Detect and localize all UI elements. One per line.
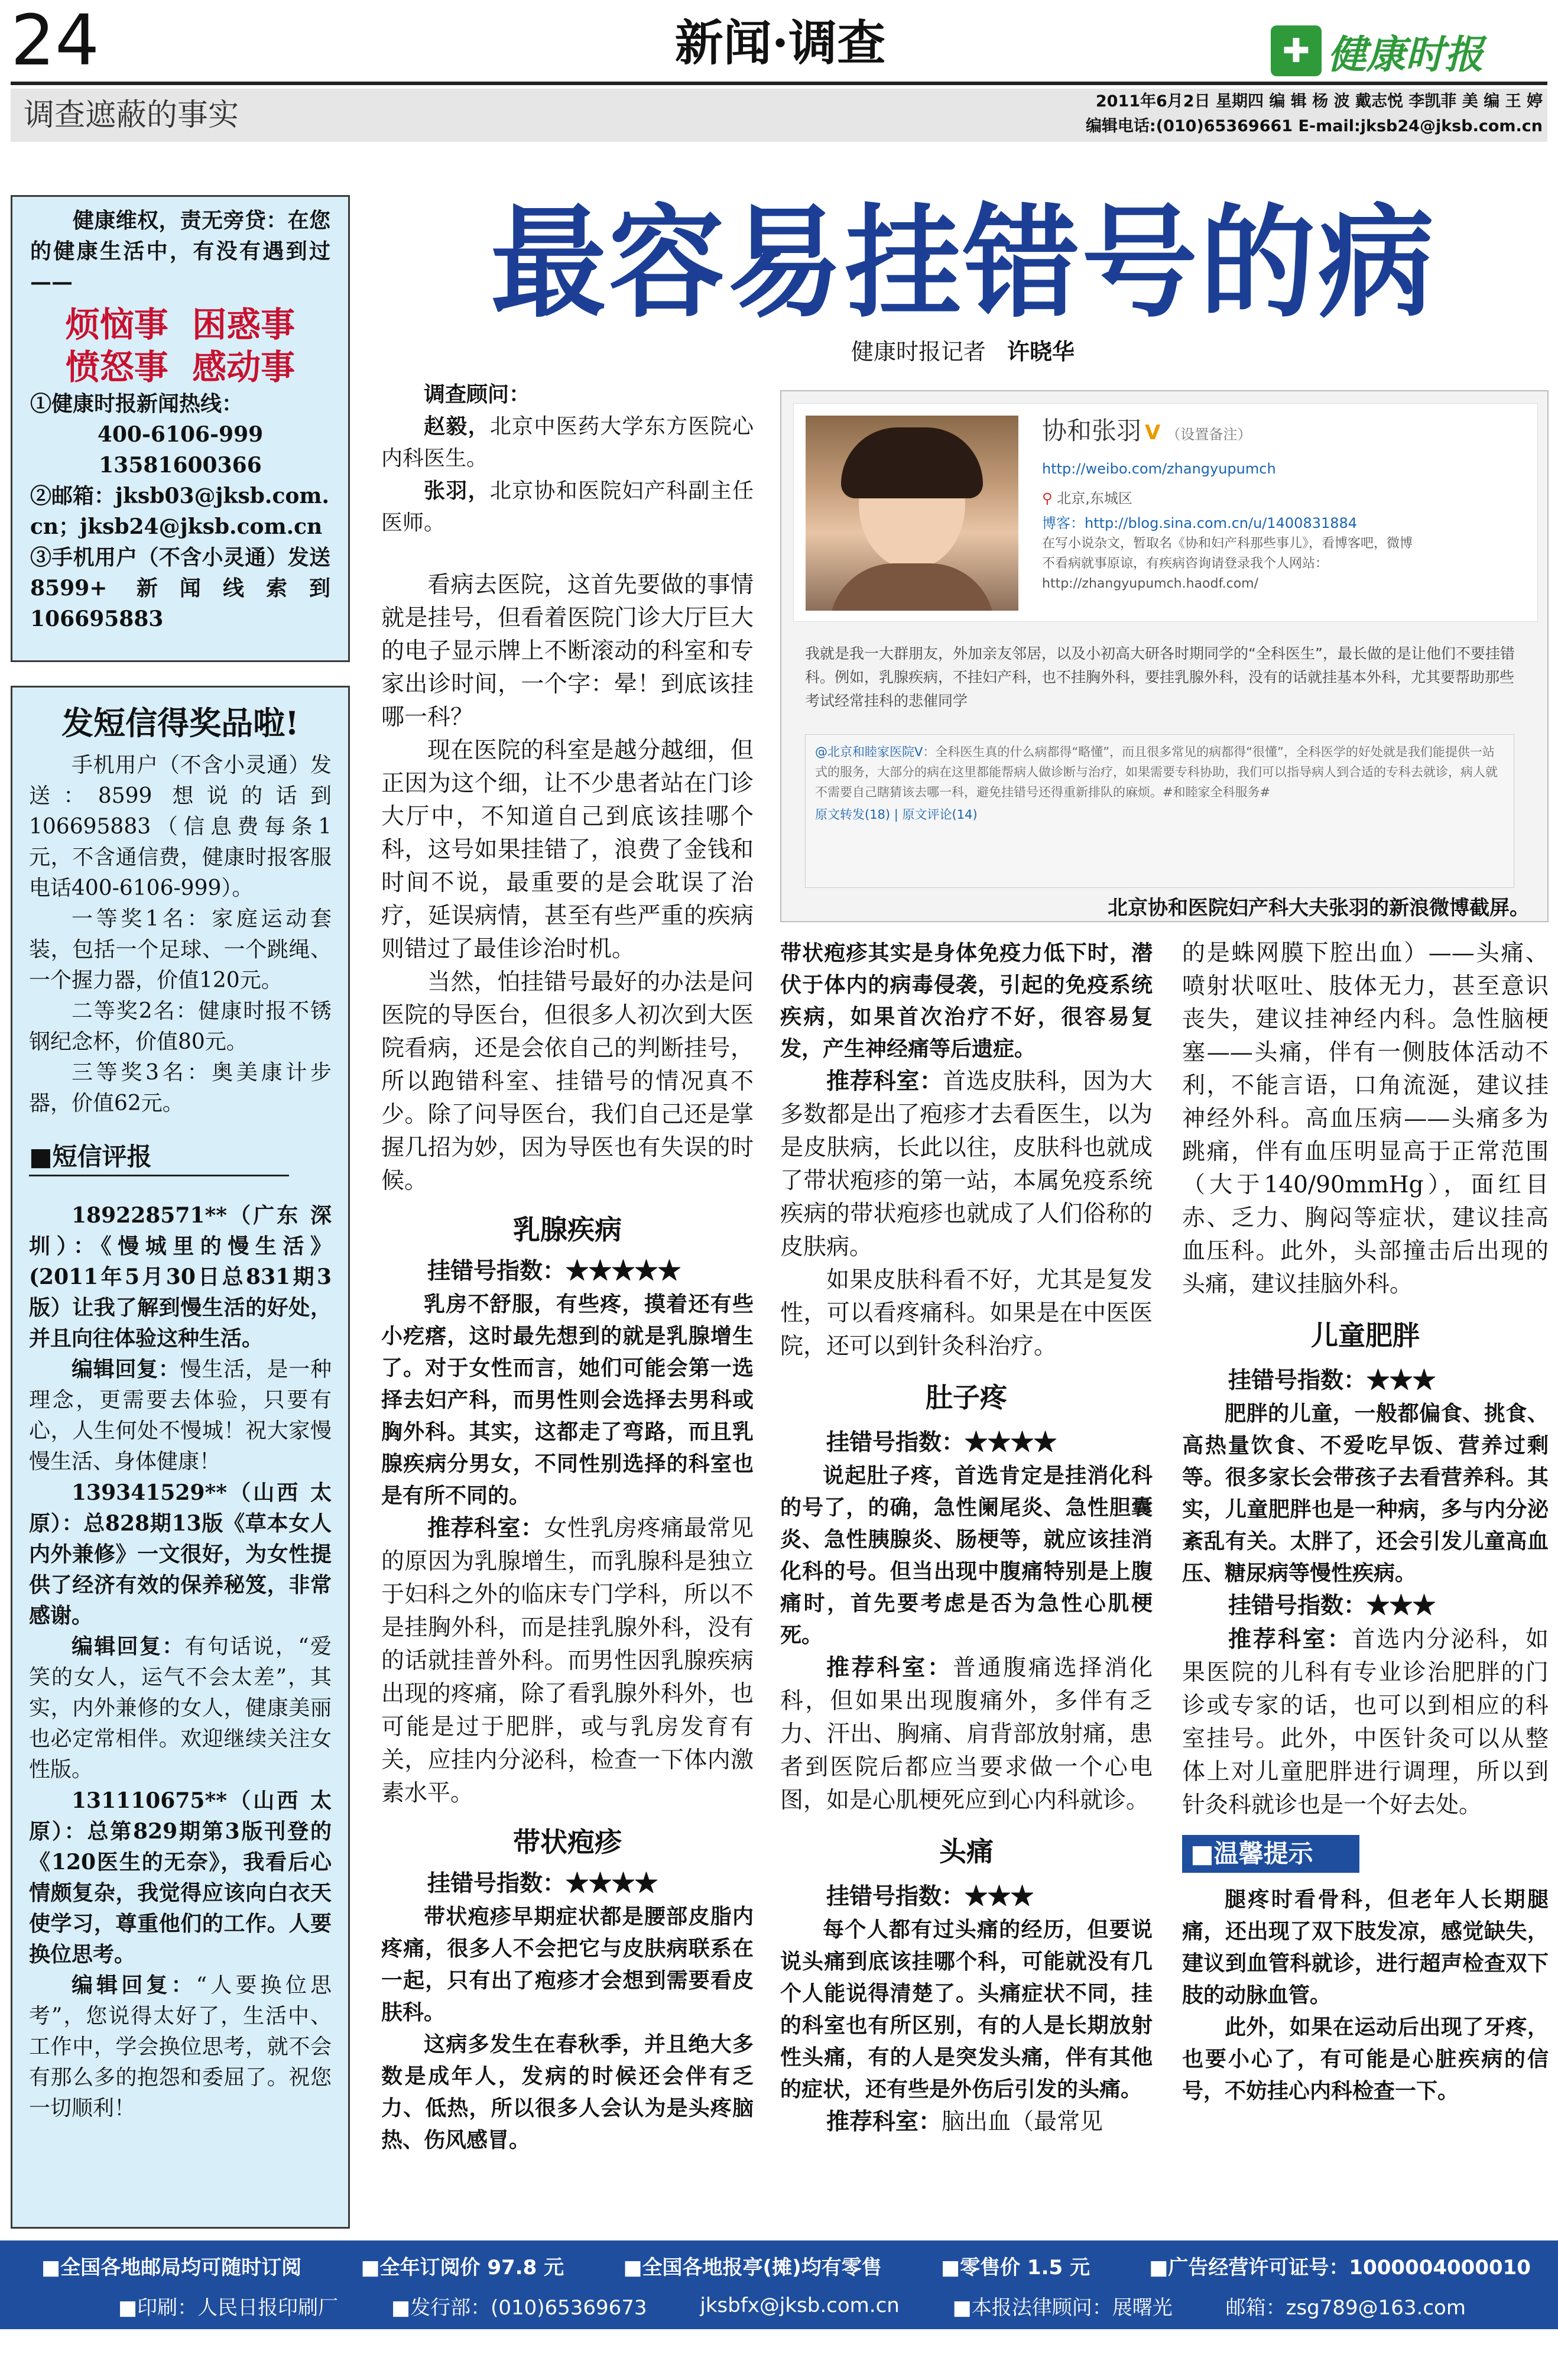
intro-paragraph: 当然，怕挂错号最好的办法是问医院的导医台，但很多人初次到大医院看病，还是会依自己的判断挂号，所以跑错科室、挂错号的情况真不少。除了问导医台，我们自己还是掌握几招为妙，因为导医也有失误的时候。 <box>381 969 754 1194</box>
repost-user[interactable]: @北京和睦家医院V <box>815 745 923 759</box>
weibo-location: ⚲ 北京,东城区 <box>1042 490 1132 507</box>
column-label: 调查遮蔽的事实 <box>24 98 239 133</box>
review-lead: 189228571**（广东 深圳）：《慢城里的慢生活》(2011年5月30日总831期3版）让我了解到慢生活的好处，并且向往体验这种生活。 <box>29 1203 332 1351</box>
footer-legal-email[interactable]: 邮箱：zsg789@163.com <box>1225 2295 1466 2320</box>
advisor-desc: 北京中医药大学东方医院心内科医生。 <box>381 414 754 471</box>
star-rating: ★★★★ <box>566 1870 658 1897</box>
rec-label: 推荐科室： <box>826 1654 953 1681</box>
article-column-2 <box>780 937 1153 2226</box>
byline <box>851 337 1075 367</box>
weibo-name: 协和张羽 <box>1042 416 1142 445</box>
index-label: 挂错号指数： <box>826 1429 965 1456</box>
section-heading-obesity: 儿童肥胖 <box>1311 1319 1420 1351</box>
headache-index <box>780 1880 1153 1914</box>
belly-body: 说起肚子疼，首选肯定是挂消化科的号了，的确，急性阑尾炎、急性胆囊炎、急性胰腺炎、肠梗等，就应该挂消化科的号。但当出现中腹痛特别是上腹痛时，首先要考虑是否为急性心肌梗死。 <box>780 1463 1153 1648</box>
star-rating: ★★★★ <box>965 1429 1057 1456</box>
review-lead: 139341529**（山西 太原）：总828期13版《草本女人内外兼修》一文很好，为女性提供了经济有效的保养秘笈，非常感谢。 <box>29 1480 332 1628</box>
obesity-index-2 <box>1182 1589 1549 1623</box>
footer-distribution: ■发行部：(010)65369673 <box>391 2295 647 2320</box>
weibo-blog[interactable]: 博客：http://blog.sina.com.cn/u/1400831884 <box>1042 515 1358 531</box>
headache-recommend-cont: 的是蛛网膜下腔出血）——头痛、喷射状呕吐、肢体无力，甚至意识丧失，建议挂神经内科。急性脑梗塞——头痛，伴有一侧肢体活动不利，不能言语，口角流涎，建议挂神经外科。高血压病——头痛多为跳痛，伴有血压明显高于正常范围（大于140/90mmHg），面红目赤、乏力、胸闷等症状，建议挂高血压科。此外，头部撞击后出现的头痛，建议挂脑外科。 <box>1182 940 1549 1298</box>
repost-meta[interactable]: 原文转发(18) | 原文评论(14) <box>815 808 978 822</box>
section-heading-breast: 乳腺疾病 <box>513 1214 622 1246</box>
article-column-1 <box>381 378 754 2223</box>
reply-text: 有句话说，“爱笑的女人，运气不会太差”，其实，内外兼修的女人，健康美丽也必定常相伴。欢迎继续关注女性版。 <box>29 1635 332 1782</box>
weibo-url[interactable]: http://weibo.com/zhangyupumch <box>1042 461 1276 477</box>
star-rating: ★★★ <box>1367 1367 1436 1394</box>
byline-label: 健康时报记者 <box>851 339 986 365</box>
logo-mark-icon: ✚ <box>1271 25 1322 76</box>
footer-retail: ■全国各地报亭(摊)均有零售 <box>623 2255 882 2280</box>
footer-printer: ■印刷：人民日报印刷厂 <box>118 2295 339 2320</box>
intro-paragraph: 现在医院的科室是越分越细，但正因为这个细，让不少患者站在门诊大厅中，不知道自己到底该挂哪个科，这号如果挂错了，浪费了金钱和时间不说，最重要的是会耽误了治疗，延误病情，甚至有些严重的疾病则错过了最佳诊治时机。 <box>381 737 754 962</box>
shingles-p2: 这病多发生在春秋季，并且绝大多数是成年人，发病的时候还会伴有乏力、低热，所以很多人会认为是头疼脑热、伤风感冒。 <box>381 2032 754 2152</box>
advisors-label: 调查顾问： <box>424 382 531 407</box>
byline-name: 许晓华 <box>1007 338 1075 365</box>
advisor-2 <box>381 475 754 539</box>
belly-recommend <box>780 1651 1153 1817</box>
breast-index <box>381 1254 754 1288</box>
weibo-note[interactable]: （设置备注） <box>1166 426 1252 443</box>
obesity-body: 肥胖的儿童，一般都偏食、挑食、高热量饮食、不爱吃早饭、营养过剩等。很多家长会带孩子去看营养科。其实，儿童肥胖也是一种病，多与内分泌紊乱有关。太胖了，还会引发儿童高血压、糖尿病等慢性疾病。 <box>1182 1401 1549 1585</box>
index-label: 挂错号指数： <box>1228 1592 1367 1619</box>
promo-slogan-1: 烦恼事 困惑事 <box>65 304 296 345</box>
rec-text: 普通腹痛选择消化科，但如果出现腹痛外，多伴有乏力、汗出、胸痛、肩背部放射痛，患者到医院后都应当要求做一个心电图，如是心肌梗死应到心内科就诊。 <box>780 1655 1153 1814</box>
header-meta-1: 2011年6月2日 星期四 编 辑 杨 波 戴志悦 李凯菲 美 编 王 婷 <box>1095 92 1543 111</box>
footer-bar <box>0 2240 1558 2329</box>
shingles-p1: 带状疱疹早期症状都是腰部皮脂内疼痛，很多人不会把它与皮肤病联系在一起，只有出了疱疹才会想到需要看皮肤科。 <box>381 1904 754 2025</box>
contest-p2: 一等奖1名：家庭运动套装，包括一个足球、一个跳绳、一个握力器，价值120元。 <box>29 907 332 993</box>
contest-title: 发短信得奖品啦! <box>61 704 299 742</box>
weibo-caption: 北京协和医院妇产科大夫张羽的新浪微博截屏。 <box>781 894 1547 922</box>
review-reply <box>29 1354 332 1477</box>
headache-recommend <box>780 2105 1153 2139</box>
promo-intro: 健康维权，责无旁贷：在您的健康生活中，有没有遇到过—— <box>30 208 330 294</box>
promo-slogan-2: 愤怒事 感动事 <box>65 347 296 387</box>
review-item <box>29 1785 332 2124</box>
index-label: 挂错号指数： <box>427 1257 566 1285</box>
section-heading-belly: 肚子疼 <box>926 1382 1007 1413</box>
tips-heading: ■温馨提示 <box>1182 1835 1359 1873</box>
footer-legal: ■本报法律顾问：展曙光 <box>952 2295 1173 2320</box>
review-reply <box>29 1631 332 1785</box>
section-heading-headache: 头痛 <box>939 1836 994 1867</box>
section-heading-shingles: 带状疱疹 <box>513 1826 622 1858</box>
shingles-p4: 如果皮肤科看不好，尤其是复发性，可以看疼痛科。如果是在中医医院，还可以到针灸科治疗。 <box>780 1267 1153 1360</box>
avatar <box>806 416 1018 611</box>
headache-body: 每个人都有过头痛的经历，但要说说头痛到底该挂哪个科，可能就没有几个人能说得清楚了。头痛症状不同，挂的科室也有所区别，有的人是长期放射性头痛，有的人是突发头痛，伴有其他的症状，还有些是外伤后引发的头痛。 <box>780 1917 1153 2102</box>
email-label: ②邮箱： <box>30 484 116 508</box>
reply-label: 编辑回复： <box>72 1973 196 1998</box>
obesity-recommend <box>1182 1623 1549 1822</box>
advisor-name: 张羽， <box>424 478 490 503</box>
tips-p1: 腿疼时看骨科，但老年人长期腿痛，还出现了双下肢发凉，感觉缺失，建议到血管科就诊，进行超声检查双下肢的动脉血管。 <box>1182 1887 1549 2008</box>
reply-text: “人要换位思考”，您说得太好了，生活中、工作中，学会换位思考，就不会有那么多的抱怨和委屈了。祝您一切顺利！ <box>29 1973 332 2120</box>
rec-label: 推荐科室： <box>427 1515 544 1542</box>
footer-dist-email[interactable]: jksbfx@jksb.com.cn <box>700 2294 900 2317</box>
index-label: 挂错号指数： <box>1228 1367 1367 1394</box>
advisor-name: 赵毅， <box>424 414 490 439</box>
advisor-desc: 北京协和医院妇产科副主任医师。 <box>381 479 754 535</box>
rec-text: 首选皮肤科，因为大多数都是出了疱疹才去看医生，以为是皮肤病，长此以往，皮肤科也就成了带状疱疹的第一站，本属免疫系统疾病的带状疱疹也就成了人们俗称的皮肤病。 <box>780 1068 1153 1260</box>
location-icon: ⚲ <box>1042 490 1053 507</box>
footer-subscribe: ■全国各地邮局均可随时订阅 <box>41 2255 302 2280</box>
review-reply <box>29 1970 332 2124</box>
review-title: ■短信评报 <box>29 1139 289 1176</box>
star-rating: ★★★ <box>1367 1592 1436 1619</box>
rec-text: 首选内分泌科，如果医院的儿科有专业诊治肥胖的门诊或专家的话，也可以到相应的科室挂号。此外，中医针灸可以从整体上对儿童肥胖进行调理，所以到针灸科就诊也是一个好去处。 <box>1182 1626 1549 1818</box>
footer-row-2 <box>118 2288 1466 2323</box>
star-rating: ★★★★★ <box>566 1257 681 1285</box>
index-label: 挂错号指数： <box>826 1883 965 1910</box>
review-lead: 131110675**（山西 太原）：总第829期第3版刊登的《120医生的无奈》，我看后心情颇复杂，我觉得应该向白衣天使学习，尊重他们的工作。人要换位思考。 <box>29 1788 332 1967</box>
weibo-repost <box>805 734 1514 888</box>
shingles-index <box>381 1867 754 1901</box>
email-text: jksb03@jksb.com.cn；jksb24@jksb.com.cn <box>30 484 330 539</box>
tips-p2: 此外，如果在运动后出现了牙疼，也要小心了，有可能是心脏疾病的信号，不妨挂心内科检查一下。 <box>1182 2015 1549 2103</box>
sidebar-panel <box>11 686 350 2229</box>
header-rule <box>11 82 1547 85</box>
index-label: 挂错号指数： <box>427 1870 566 1897</box>
page-number: 24 <box>11 0 100 81</box>
weibo-bio: 在写小说杂文，暂取名《协和妇产科那些事儿》，看博客吧，微博不看病就事原谅，有疾病咨询请登录我个人网站：http://zhangyupumch.haodf.com/ <box>1042 536 1413 591</box>
reply-text: 慢生活，是一种理念，更需要去体验，只要有心，人生何处不慢城！祝大家慢慢生活、身体健康！ <box>29 1357 332 1474</box>
rec-text: 女性乳房疼痛最常见的原因为乳腺增生，而乳腺科是独立于妇科之外的临床专门学科，所以不是挂胸外科，而是挂乳腺外科，没有的话就挂普外科。而男性因乳腺疾病出现的疼痛，除了看乳腺外科外，也可能是过于肥胖，或与乳房发育有关，应挂内分泌科，检查一下体内激素水平。 <box>381 1515 754 1807</box>
advisors-block <box>381 378 754 539</box>
footer-price-year: ■全年订阅价 97.8 元 <box>361 2255 564 2280</box>
rec-label: 推荐科室： <box>826 1068 943 1095</box>
shingles-p3: 带状疱疹其实是身体免疫力低下时，潜伏于体内的病毒侵袭，引起的免疫系统疾病，如果首次治疗不好，很容易复发，产生神经痛等后遗症。 <box>780 941 1153 1061</box>
review-item <box>29 1200 332 1477</box>
logo <box>1271 22 1484 79</box>
reply-label: 编辑回复： <box>72 1634 185 1659</box>
article-title: 最容易挂错号的病 <box>490 193 1436 335</box>
rec-label: 推荐科室： <box>1228 1626 1352 1653</box>
weibo-post: 我就是我一大群朋友，外加亲友邻居，以及小初高大研各时期同学的“全科医生”，最长做的是让他们不要挂错科。例如，乳腺疾病，不挂妇产科，也不挂胸外科，要挂乳腺外科，没有的话就挂基本外科，尤其要帮助那些考试经常挂科的悲催同学 <box>805 645 1515 709</box>
hotline-2: 13581600366 <box>99 453 262 478</box>
shingles-recommend <box>780 1065 1153 1264</box>
rec-text: 脑出血（最常见 <box>942 2109 1103 2135</box>
hotline-label: ①健康时报新闻热线： <box>30 391 244 416</box>
email-block <box>30 481 330 542</box>
footer-price-issue: ■零售价 1.5 元 <box>940 2255 1090 2280</box>
contest-p4: 三等奖3名：奥美康计步器，价值62元。 <box>29 1061 332 1116</box>
rec-label: 推荐科室： <box>826 2108 942 2135</box>
footer-row-1 <box>41 2248 1531 2283</box>
contest-p1: 手机用户（不含小灵通）发送：8599 想说的话到 106695883（信息费每条1元，不含通信费，健康时报客服电话400-6106-999）。 <box>29 753 332 900</box>
footer-license: ■广告经营许可证号：1000004000010 <box>1149 2255 1531 2280</box>
belly-index <box>780 1426 1153 1460</box>
sms-text: ③手机用户（不含小灵通）发送 8599+ 新闻线索到 106695883 <box>30 545 330 631</box>
section-title: 新闻·调查 <box>674 15 886 72</box>
review-item <box>29 1477 332 1785</box>
contest-p3: 二等奖2名：健康时报不锈钢纪念杯，价值80元。 <box>29 999 332 1054</box>
breast-body: 乳房不舒服，有些疼，摸着还有些小疙瘩，这时最先想到的就是乳腺增生了。对于女性而言，她们可能会第一选择去妇产科，而男性则会选择去男科或胸外科。其实，这都走了弯路，而且乳腺疾病分男女，不同性别选择的科室也是有所不同的。 <box>381 1292 754 1508</box>
weibo-profile <box>793 403 1538 622</box>
header-meta-2: 编辑电话:(010)65369661 E-mail:jksb24@jksb.com.cn <box>1085 117 1543 135</box>
obesity-index <box>1182 1364 1549 1397</box>
hotline-1: 400-6106-999 <box>97 422 264 447</box>
verified-icon: V <box>1145 421 1161 445</box>
article-column-3 <box>1182 937 1549 2226</box>
reply-label: 编辑回复： <box>72 1357 180 1382</box>
intro-paragraph: 看病去医院，这首先要做的事情就是挂号，但看着医院门诊大厅巨大的电子显示牌上不断滚动的科室和专家出诊时间，一个字：晕！到底该挂哪一科？ <box>381 572 754 731</box>
promo-box <box>11 195 350 662</box>
weibo-screenshot <box>780 390 1549 922</box>
repost-text: ：全科医生真的什么病都得“略懂”，而且很多常见的病都得“很懂”，全科医学的好处就是我们能提供一站式的服务，大部分的病在这里都能帮病人做诊断与治疗，如果需要专科协助，我们可以指导病人到合适的专科去就诊，病人就不需要自己瞎猜该去哪一科，避免挂错号还得重新排队的麻烦。#和睦家全科服务# <box>815 745 1498 799</box>
advisor-1 <box>381 410 754 475</box>
logo-text: 健康时报 <box>1327 31 1484 77</box>
breast-recommend <box>381 1512 754 1810</box>
star-rating: ★★★ <box>965 1883 1034 1910</box>
